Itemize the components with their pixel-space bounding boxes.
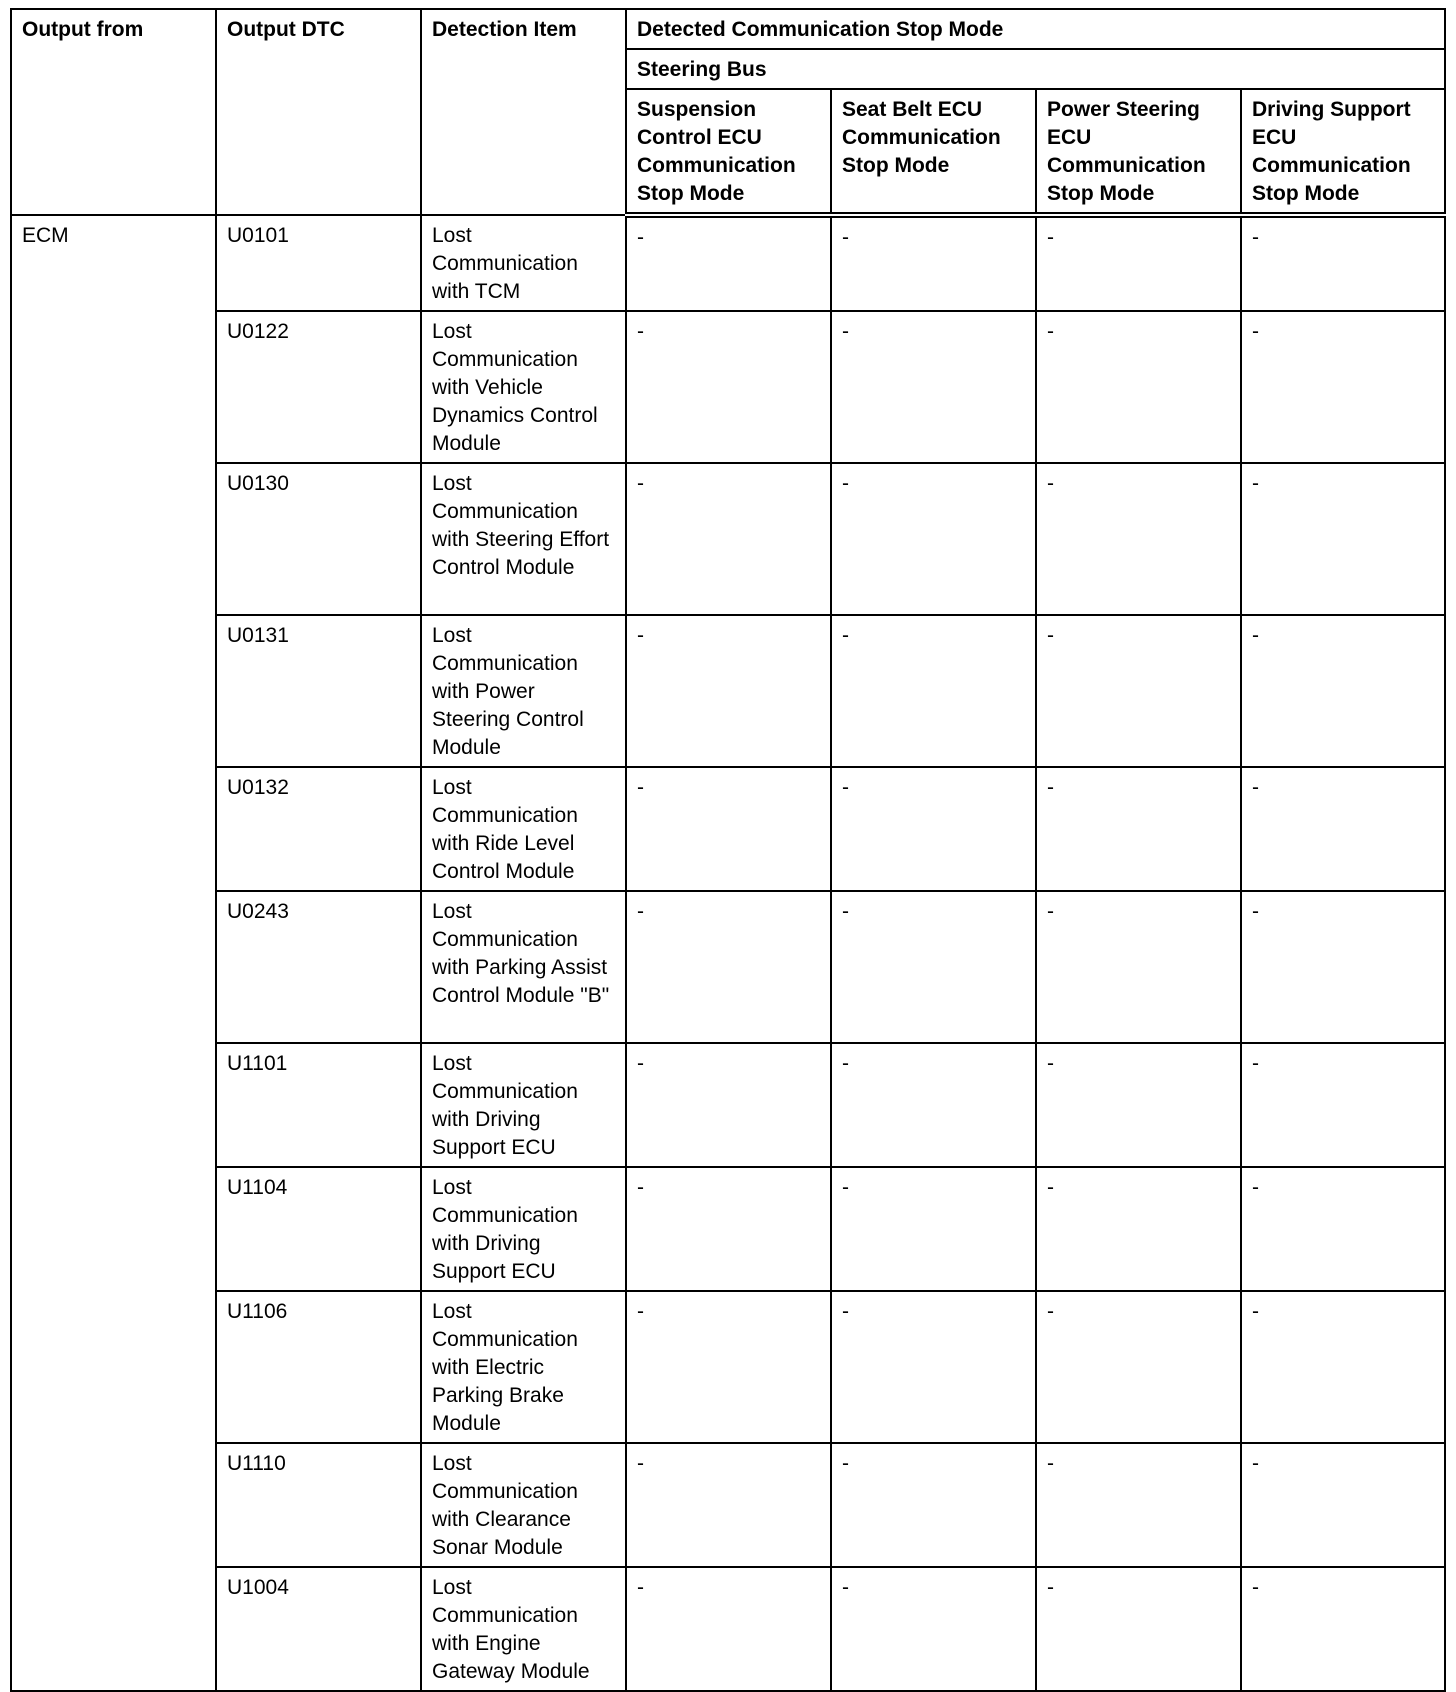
cell-dtc: U0130 <box>216 463 421 615</box>
header-mode-suspension: Suspension Control ECU Communication Stop Mode <box>626 89 831 215</box>
header-detected-mode: Detected Communication Stop Mode <box>626 9 1445 49</box>
cell-dtc: U1106 <box>216 1291 421 1443</box>
cell-mode-suspension: - <box>626 1167 831 1291</box>
table-row <box>11 1567 1445 1691</box>
cell-mode-power-steering: - <box>1036 767 1241 891</box>
cell-mode-driving-support: - <box>1241 1291 1445 1443</box>
table-row <box>11 311 1445 463</box>
cell-dtc: U0132 <box>216 767 421 891</box>
cell-mode-suspension: - <box>626 1043 831 1167</box>
header-detection-item: Detection Item <box>421 9 626 215</box>
cell-mode-power-steering: - <box>1036 615 1241 767</box>
header-output-dtc: Output DTC <box>216 9 421 215</box>
cell-dtc: U1104 <box>216 1167 421 1291</box>
cell-mode-suspension: - <box>626 1443 831 1567</box>
cell-mode-driving-support: - <box>1241 1043 1445 1167</box>
table-row <box>11 1291 1445 1443</box>
cell-mode-power-steering: - <box>1036 463 1241 615</box>
cell-dtc: U1101 <box>216 1043 421 1167</box>
cell-mode-seat-belt: - <box>831 311 1036 463</box>
cell-mode-suspension: - <box>626 1567 831 1691</box>
dtc-table-container <box>10 8 1446 1692</box>
cell-mode-driving-support: - <box>1241 1567 1445 1691</box>
header-mode-driving-support: Driving Support ECU Communication Stop Mode <box>1241 89 1445 215</box>
cell-mode-seat-belt: - <box>831 1443 1036 1567</box>
cell-mode-power-steering: - <box>1036 1167 1241 1291</box>
cell-detection-item: Lost Communication with Electric Parking Brake Module <box>421 1291 626 1443</box>
cell-mode-power-steering: - <box>1036 1443 1241 1567</box>
cell-detection-item: Lost Communication with Parking Assist Control Module "B" <box>421 891 626 1043</box>
cell-mode-driving-support: - <box>1241 767 1445 891</box>
cell-mode-suspension: - <box>626 311 831 463</box>
cell-mode-suspension: - <box>626 767 831 891</box>
header-mode-seat-belt: Seat Belt ECU Communication Stop Mode <box>831 89 1036 215</box>
cell-dtc: U0122 <box>216 311 421 463</box>
cell-mode-seat-belt: - <box>831 1167 1036 1291</box>
cell-mode-seat-belt: - <box>831 1043 1036 1167</box>
cell-output-from: ECM <box>11 215 216 1691</box>
cell-detection-item: Lost Communication with Driving Support ECU <box>421 1167 626 1291</box>
cell-mode-power-steering: - <box>1036 311 1241 463</box>
cell-detection-item: Lost Communication with Engine Gateway Module <box>421 1567 626 1691</box>
cell-dtc: U1110 <box>216 1443 421 1567</box>
cell-mode-power-steering: - <box>1036 1567 1241 1691</box>
cell-detection-item: Lost Communication with Clearance Sonar Module <box>421 1443 626 1567</box>
cell-mode-driving-support: - <box>1241 215 1445 311</box>
cell-detection-item: Lost Communication with Vehicle Dynamics Control Module <box>421 311 626 463</box>
cell-mode-driving-support: - <box>1241 1167 1445 1291</box>
table-row <box>11 615 1445 767</box>
cell-mode-driving-support: - <box>1241 463 1445 615</box>
cell-detection-item: Lost Communication with Power Steering Control Module <box>421 615 626 767</box>
cell-dtc: U0243 <box>216 891 421 1043</box>
cell-dtc: U1004 <box>216 1567 421 1691</box>
cell-mode-suspension: - <box>626 463 831 615</box>
cell-detection-item: Lost Communication with TCM <box>421 215 626 311</box>
cell-mode-driving-support: - <box>1241 891 1445 1043</box>
table-header <box>11 9 1445 215</box>
table-row <box>11 767 1445 891</box>
cell-mode-seat-belt: - <box>831 215 1036 311</box>
cell-dtc: U0131 <box>216 615 421 767</box>
cell-mode-suspension: - <box>626 215 831 311</box>
table-row <box>11 463 1445 615</box>
cell-detection-item: Lost Communication with Ride Level Control Module <box>421 767 626 891</box>
cell-detection-item: Lost Communication with Steering Effort Control Module <box>421 463 626 615</box>
header-mode-power-steering: Power Steering ECU Communication Stop Mode <box>1036 89 1241 215</box>
cell-mode-seat-belt: - <box>831 1291 1036 1443</box>
cell-mode-power-steering: - <box>1036 891 1241 1043</box>
cell-mode-seat-belt: - <box>831 1567 1036 1691</box>
cell-mode-power-steering: - <box>1036 215 1241 311</box>
table-row <box>11 1443 1445 1567</box>
cell-mode-seat-belt: - <box>831 463 1036 615</box>
cell-mode-seat-belt: - <box>831 891 1036 1043</box>
cell-mode-suspension: - <box>626 891 831 1043</box>
cell-mode-seat-belt: - <box>831 615 1036 767</box>
cell-mode-driving-support: - <box>1241 311 1445 463</box>
table-row <box>11 1167 1445 1291</box>
table-row <box>11 1043 1445 1167</box>
cell-mode-suspension: - <box>626 615 831 767</box>
cell-mode-power-steering: - <box>1036 1043 1241 1167</box>
table-row <box>11 891 1445 1043</box>
table-body <box>11 215 1445 1691</box>
cell-mode-suspension: - <box>626 1291 831 1443</box>
cell-mode-driving-support: - <box>1241 615 1445 767</box>
header-steering-bus: Steering Bus <box>626 49 1445 89</box>
table-row <box>11 215 1445 311</box>
cell-mode-seat-belt: - <box>831 767 1036 891</box>
cell-mode-power-steering: - <box>1036 1291 1241 1443</box>
header-output-from: Output from <box>11 9 216 215</box>
dtc-table <box>10 8 1446 1692</box>
cell-detection-item: Lost Communication with Driving Support ECU <box>421 1043 626 1167</box>
cell-dtc: U0101 <box>216 215 421 311</box>
cell-mode-driving-support: - <box>1241 1443 1445 1567</box>
